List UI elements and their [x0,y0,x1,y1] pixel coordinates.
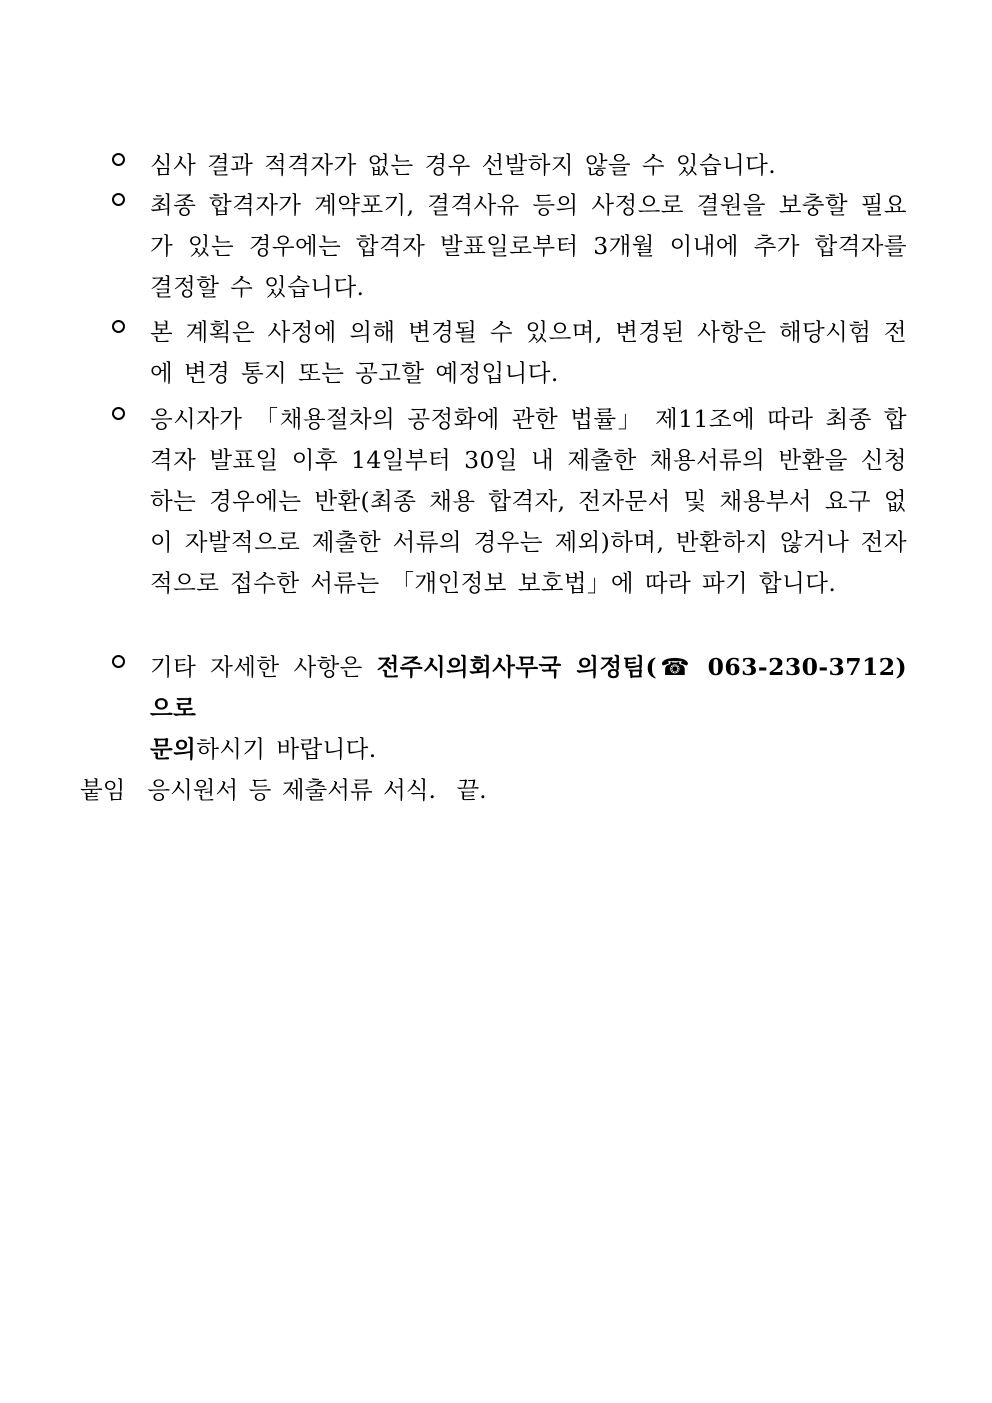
notice-item-document-return [112,399,907,604]
attachment-text: 응시원서 등 제출서류 서식. [147,776,436,804]
phone-icon: ☎ [657,653,693,681]
contact-prefix: 기타 자세한 사항은 [150,653,377,681]
contact-text [150,647,907,770]
contact-phone: 063-230-3712)으로 [150,653,907,722]
notice-item-text: 심사 결과 적격자가 없는 경우 선발하지 않을 수 있습니다. [150,151,777,179]
circle-bullet-icon [112,655,125,668]
attachment-line [80,770,487,811]
attachment-end: 끝. [456,776,487,804]
notice-item-text: 응시자가 「채용절차의 공정화에 관한 법률」 제11조에 따라 최종 합격자 발표일 이후 14일부터 30일 내 제출한 채용서류의 반환을 신청하는 경우에는 반환(최종 채용 합격자, 전자문서 및 채용부서 요구 없이 자발적으로 제출한 서류의 경우는 제외)하며, 반환하지 않거나 전자적으로 접수한 서류는 「개인정보 보호법」에 따라 파기 합니다. [150,405,907,597]
attachment-label: 붙임 [80,776,126,804]
notice-item-text: 본 계획은 사정에 의해 변경될 수 있으며, 변경된 사항은 해당시험 전에 변경 통지 또는 공고할 예정입니다. [150,318,907,387]
notice-item-text: 최종 합격자가 계약포기, 결격사유 등의 사정으로 결원을 보충할 필요가 있는 경우에는 합격자 발표일로부터 3개월 이내에 추가 합격자를 결정할 수 있습니다. [150,191,907,301]
contact-closing: 하시기 바랍니다. [196,735,377,763]
circle-bullet-icon [112,193,125,206]
circle-bullet-icon [112,153,125,166]
notice-item-contact [112,647,907,770]
circle-bullet-icon [112,407,125,420]
contact-office: 전주시의회사무국 의정팀( [376,653,658,681]
circle-bullet-icon [112,320,125,333]
notice-item-no-qualified [112,145,907,186]
notice-item-additional-pass [112,185,907,308]
notice-item-plan-change [112,312,907,394]
contact-inquiry: 문의 [150,735,197,763]
